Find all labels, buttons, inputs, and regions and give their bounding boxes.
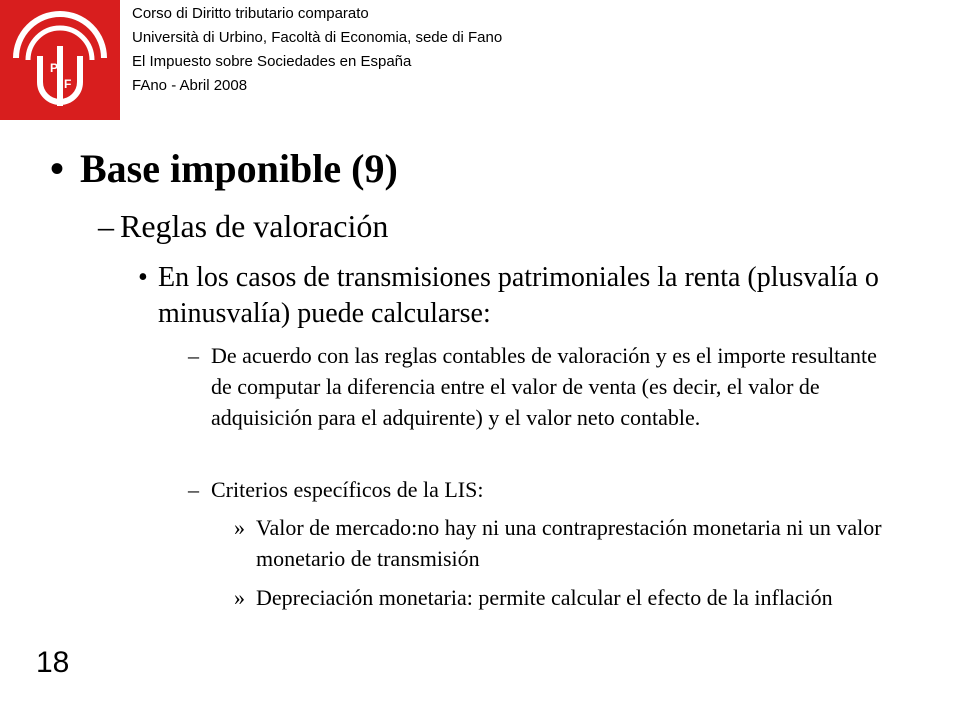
sub-point-dash: – xyxy=(188,343,199,368)
lis-item-text: Depreciación monetaria: permite calcular el efecto de la inflación xyxy=(256,585,833,610)
sub-point-accounting xyxy=(188,340,888,433)
header-line-date: FAno - Abril 2008 xyxy=(132,77,248,94)
slide-title-text: Base imponible (9) xyxy=(80,146,398,191)
main-point-text: En los casos de transmisiones patrimoniales la renta (plusvalía o minusvalía) puede calcularse: xyxy=(158,262,879,329)
header-line-course: Corso di Diritto tributario comparato xyxy=(132,5,369,22)
title-bullet: • xyxy=(50,146,65,191)
sub-point-lis-text: Criterios específicos de la LIS: xyxy=(211,477,484,502)
lis-item-marker: » xyxy=(234,585,245,610)
header-line-topic: El Impuesto sobre Sociedades en España xyxy=(132,53,412,70)
sub-point-accounting-text: De acuerdo con las reglas contables de valoración y es el importe resultante de computar la diferencia entre el valor de venta (es decir, el valor de adquisición para el adquirente) y el valor neto contable. xyxy=(211,343,877,430)
header-line-university: Università di Urbino, Facoltà di Economia, sede di Fano xyxy=(132,29,503,46)
slide-title xyxy=(50,145,398,193)
lis-item-marker: » xyxy=(234,515,245,540)
page-number: 18 xyxy=(36,646,70,679)
subtitle-dash: – xyxy=(98,208,114,244)
main-point xyxy=(138,260,898,332)
lis-item-depreciation xyxy=(234,582,914,613)
main-point-bullet: • xyxy=(138,262,148,293)
sub-point-dash: – xyxy=(188,477,199,502)
lis-item-market-value xyxy=(234,512,914,574)
slide-subtitle xyxy=(98,206,388,246)
logo-letter-p: P xyxy=(50,61,59,75)
sub-point-lis xyxy=(188,474,888,505)
logo-letter-f: F xyxy=(64,77,72,91)
lis-item-text: Valor de mercado:no hay ni una contraprestación monetaria ni un valor monetario de transmisión xyxy=(256,515,882,571)
slide-subtitle-text: Reglas de valoración xyxy=(120,208,389,244)
